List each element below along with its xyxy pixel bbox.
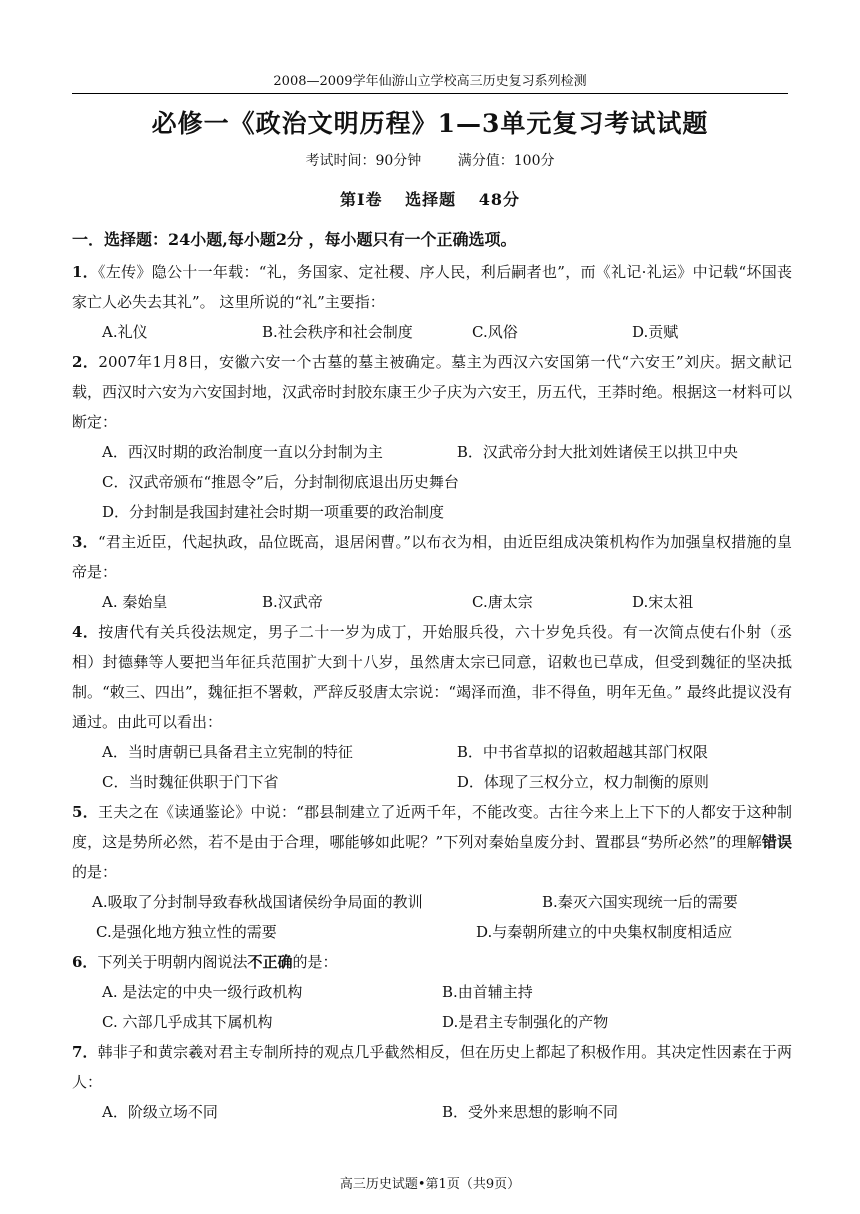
question [72,947,792,977]
option-a: A．西汉时期的政治制度一直以分封制为主 [102,443,383,461]
option-d: D．分封制是我国封建社会时期一项重要的政治制度 [102,503,445,521]
option-row [72,977,792,1007]
option-d: D.与秦朝所建立的中央集权制度相适应 [476,923,733,941]
section-score: 48分 [478,190,520,209]
option-row [72,437,792,467]
part-heading: 一．选择题：24小题,每小题2分 ，每小题只有一个正确选项。 [72,230,517,249]
option-c: C．当时魏征供职于门下省 [102,773,279,791]
question [72,797,792,887]
question-number: 7． [72,1043,98,1061]
section-part: 第Ⅰ卷 [340,190,383,209]
question-list [72,257,792,1127]
question-number: 3． [72,533,98,551]
question-text-end: 的是： [292,953,338,971]
option-b: B.社会秩序和社会制度 [262,323,413,341]
option-c: C．汉武帝颁布“推恩令”后，分封制彻底退出历史舞台 [102,473,459,491]
option-row [72,887,792,917]
option-c: C.风俗 [472,323,518,341]
option-a: A．阶级立场不同 [102,1103,218,1121]
option-c: C. 六部几乎成其下属机构 [102,1013,273,1031]
option-b: B.秦灭六国实现统一后的需要 [542,893,738,911]
section-heading [0,187,860,210]
page-header: 2008—2009学年仙游山立学校高三历史复习系列检测 [72,70,788,94]
option-row [72,917,792,947]
option-row [72,1007,792,1037]
option-b: B．中书省草拟的诏敕超越其部门权限 [456,743,708,761]
question-number: 2． [72,353,99,371]
question-text: 《左传》隐公十一年载：“礼，务国家、定社稷、序人民，利后嗣者也”，而《礼记·礼运》中记载“坏国丧家亡人必失去其礼”。 这里所说的“礼”主要指： [72,263,793,311]
option-a: A. 秦始皇 [102,593,168,611]
option-a: A.礼仪 [102,323,148,341]
option-a: A.吸取了分封制导致春秋战国诸侯纷争局面的教训 [92,893,423,911]
option-d: D.是君主专制强化的产物 [442,1013,609,1031]
exam-title: 必修一《政治文明历程》1—3单元复习考试试题 [151,109,709,138]
question-text: 韩非子和黄宗羲对君主专制所持的观点几乎截然相反，但在历史上都起了积极作用。其决定性因素在于两人： [72,1043,792,1091]
section-type: 选择题 [405,190,457,209]
option-a: A. 是法定的中央一级行政机构 [102,983,303,1001]
question-text: 按唐代有关兵役法规定，男子二十一岁为成丁，开始服兵役，六十岁免兵役。有一次简点使右仆射（丞相）封德彝等人要把当年征兵范围扩大到十八岁，虽然唐太宗已同意，诏敕也已草成，但受到魏征的坚决抵制。“敕三、四出”，魏征拒不署敕，严辞反驳唐太宗说：“竭泽而渔，非不得鱼，明年无鱼。” 最终此提议没有通过。由此可以看出： [72,623,792,731]
emphasis-word: 不正确 [247,953,293,971]
option-b: B．汉武帝分封大批刘姓诸侯王以拱卫中央 [456,443,738,461]
exam-time: 考试时间：90分钟 [305,153,422,169]
question-number: 5． [72,803,98,821]
question-text-end: 的是： [72,863,118,881]
question [72,347,792,437]
option-b: B．受外来思想的影响不同 [442,1103,619,1121]
page-footer: 高三历史试题•第1页（共9页） [339,1177,521,1192]
option-b: B.由首辅主持 [442,983,533,1001]
option-row [72,1097,792,1127]
option-a: A．当时唐朝已具备君主立宪制的特征 [102,743,353,761]
option-c: C.是强化地方独立性的需要 [96,923,277,941]
option-row [72,737,792,767]
option-row [72,587,792,617]
question-text: 下列关于明朝内阁说法 [97,953,248,971]
question-number: 1． [72,263,99,281]
question [72,527,792,587]
question-text: 王夫之在《读通鉴论》中说：“郡县制建立了近两千年，不能改变。古往今来上上下下的人都安于这种制度，这是势所必然，若不是由于合理，哪能够如此呢？”下列对秦始皇废分封、置郡县“势所必然”的理解 [72,803,792,851]
option-row [72,767,792,797]
question [72,1037,792,1097]
emphasis-word: 错误 [761,833,792,851]
question [72,617,792,737]
option-d: D.宋太祖 [632,593,694,611]
option-b: B.汉武帝 [262,593,323,611]
question-number: 6． [72,953,98,971]
exam-info [0,150,860,170]
question-number: 4． [72,623,99,641]
option-d: D.贡赋 [632,323,679,341]
question-text: “君主近臣，代起执政，品位既高，退居闲曹。”以布衣为相，由近臣组成决策机构作为加强皇权措施的皇帝是： [72,533,793,581]
option-d: D．体现了三权分立，权力制衡的原则 [456,773,709,791]
full-score: 满分值：100分 [457,153,555,169]
option-c: C.唐太宗 [472,593,533,611]
option-row [72,317,792,347]
question-text: 2007年1月8日，安徽六安一个古墓的墓主被确定。墓主为西汉六安国第一代“六安王”刘庆。据文献记载，西汉时六安为六安国封地，汉武帝时封胶东康王少子庆为六安王，历五代，王莽时绝。根据这一材料可以断定： [72,353,793,431]
question [72,257,792,317]
